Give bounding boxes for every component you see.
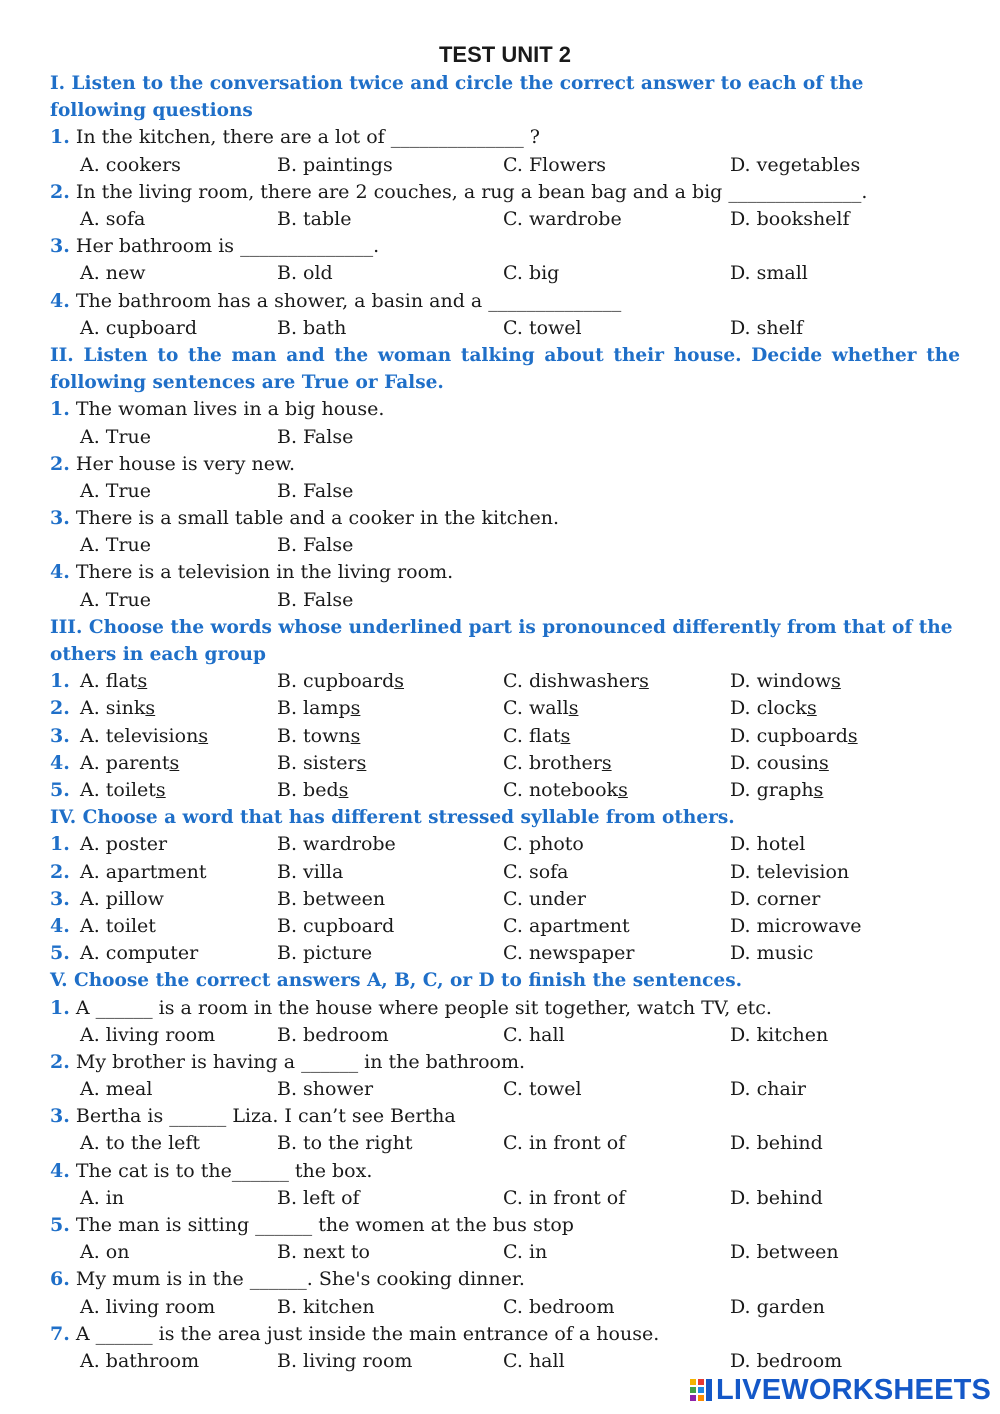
answer-option[interactable]: C. under	[503, 887, 586, 910]
section-2	[50, 396, 960, 614]
logo-text: LIVEWORKSHEETS	[716, 1373, 992, 1406]
answer-option[interactable]: B. False	[277, 425, 354, 448]
answer-options	[50, 1130, 960, 1157]
underlined-ending: s	[831, 670, 841, 693]
answer-option[interactable]: C. apartment	[503, 914, 630, 937]
stress-row	[50, 913, 960, 940]
answer-option[interactable]: A. on	[80, 1241, 130, 1264]
answer-option[interactable]: B. False	[277, 534, 354, 557]
answer-option[interactable]: B. living room	[277, 1349, 413, 1372]
answer-option[interactable]: B. table	[277, 207, 352, 230]
stress-row	[50, 859, 960, 886]
question	[50, 1049, 960, 1076]
answer-option[interactable]: C. newspaper	[503, 942, 635, 965]
underlined-ending: s	[356, 751, 367, 774]
question-number: 3.	[50, 1105, 70, 1128]
stress-row	[50, 940, 960, 967]
answer-option[interactable]: A. True	[80, 479, 152, 502]
section-3-heading: III. Choose the words whose underlined part is pronounced differently from that of the others in each group	[50, 616, 953, 666]
answer-option[interactable]	[730, 777, 823, 804]
answer-option[interactable]: D. kitchen	[730, 1023, 829, 1046]
underlined-ending: s	[338, 778, 349, 801]
answer-option[interactable]: B. False	[277, 479, 354, 502]
question	[50, 288, 960, 315]
answer-option[interactable]: C. bedroom	[503, 1295, 615, 1318]
question-text: The bathroom has a shower, a basin and a ______________	[69, 289, 622, 312]
answer-option[interactable]: B. next to	[277, 1241, 370, 1264]
stress-row	[50, 831, 960, 858]
underlined-ending: s	[601, 751, 612, 774]
question-text: My brother is having a ______ in the bathroom.	[69, 1050, 526, 1073]
question-text: Bertha is ______ Liza. I can’t see Bertha	[69, 1105, 456, 1128]
answer-option[interactable]: B. False	[277, 588, 354, 611]
answer-option[interactable]: D. bedroom	[730, 1349, 843, 1372]
answer-option[interactable]: A. True	[80, 588, 152, 611]
question-text: A ______ is the area just inside the main entrance of a house.	[69, 1322, 660, 1345]
answer-option[interactable]: D. shelf	[730, 316, 803, 339]
answer-options	[50, 1239, 960, 1266]
question-number: 3.	[50, 724, 70, 747]
answer-option[interactable]: C. Flowers	[503, 153, 606, 176]
question-text: The man is sitting ______ the women at the bus stop	[69, 1214, 574, 1236]
answer-option[interactable]: A. pillow	[80, 887, 164, 910]
answer-option[interactable]: A. True	[80, 425, 152, 448]
underlined-ending: s	[155, 778, 166, 801]
question-number: 1.	[50, 398, 70, 421]
answer-option[interactable]: A. toilet	[80, 914, 156, 937]
answer-option[interactable]: D. bookshelf	[730, 207, 850, 230]
section-1-heading: I. Listen to the conversation twice and circle the correct answer to each of the following questions	[50, 73, 864, 122]
underlined-ending: s	[137, 670, 148, 693]
answer-option[interactable]: C. photo	[503, 833, 584, 856]
answer-option[interactable]	[503, 777, 628, 804]
answer-option[interactable]: C. hall	[503, 1349, 565, 1372]
answer-option[interactable]: B. between	[277, 887, 386, 910]
answer-option[interactable]: D. corner	[730, 887, 821, 910]
answer-option[interactable]: C. sofa	[503, 860, 569, 883]
answer-option[interactable]: A. living room	[80, 1023, 216, 1046]
question-text: There is a television in the living room.	[69, 561, 454, 584]
answer-option[interactable]: C. wardrobe	[503, 207, 622, 230]
question-number: 3.	[50, 235, 70, 258]
underlined-ending: s	[560, 724, 571, 747]
answer-option[interactable]: B. left of	[277, 1186, 360, 1209]
question-number: 1.	[50, 996, 70, 1019]
answer-option[interactable]: B. kitchen	[277, 1295, 375, 1318]
underlined-ending: s	[198, 724, 209, 747]
answer-option[interactable]: A. computer	[80, 942, 199, 965]
answer-option[interactable]: B. villa	[277, 860, 344, 883]
answer-option[interactable]: D. vegetables	[730, 153, 861, 176]
question-number: 2.	[50, 180, 70, 203]
underlined-ending: s	[350, 724, 361, 747]
page-title: TEST UNIT 2	[438, 42, 571, 67]
word-stem: C. wall	[503, 697, 569, 720]
answer-option[interactable]: D. chair	[730, 1078, 806, 1101]
answer-option[interactable]: C. in	[503, 1241, 548, 1264]
answer-option[interactable]	[730, 695, 817, 722]
liveworksheets-logo	[690, 1372, 991, 1408]
question-number: 2.	[50, 452, 70, 475]
answer-option[interactable]: B. wardrobe	[277, 833, 396, 856]
answer-option[interactable]	[503, 668, 649, 695]
question	[50, 233, 960, 260]
underlined-ending: s	[639, 670, 649, 693]
section-5	[50, 995, 960, 1376]
answer-options	[50, 152, 960, 179]
answer-option[interactable]: B. picture	[277, 942, 373, 965]
underlined-ending: s	[847, 724, 858, 747]
answer-option[interactable]: A. True	[80, 534, 152, 557]
question-text: The woman lives in a big house.	[69, 398, 385, 421]
question	[50, 124, 960, 151]
section-1	[50, 124, 960, 342]
word-stem: D. cousin	[730, 751, 820, 774]
question-text: In the living room, there are 2 couches, a rug a bean bag and a big ______________.	[69, 180, 868, 203]
answer-option[interactable]: B. bath	[277, 316, 347, 339]
answer-option[interactable]	[503, 695, 578, 722]
question-number: 4.	[50, 289, 70, 312]
answer-option[interactable]: B. cupboard	[277, 914, 395, 937]
question	[50, 451, 960, 478]
word-stem: D. window	[730, 670, 832, 693]
question-text: A ______ is a room in the house where people sit together, watch TV, etc.	[69, 996, 772, 1019]
answer-option[interactable]	[80, 777, 166, 804]
worksheet-page	[50, 40, 960, 1375]
answer-option[interactable]: B. to the right	[277, 1132, 413, 1155]
answer-options	[50, 260, 960, 287]
question	[50, 396, 960, 423]
word-stem: A. flat	[80, 670, 138, 693]
question-number: 4.	[50, 914, 70, 937]
answer-options	[50, 478, 960, 505]
liveworksheets-logo-icon	[690, 1377, 712, 1403]
answer-option[interactable]: A. poster	[80, 833, 168, 856]
answer-option[interactable]: A. sofa	[80, 207, 146, 230]
question-number: 7.	[50, 1322, 70, 1345]
answer-option[interactable]: A. new	[80, 262, 146, 285]
answer-option[interactable]: C. towel	[503, 1078, 582, 1101]
question-number: 5.	[50, 942, 70, 965]
word-stem: C. notebook	[503, 778, 619, 801]
question-number: 2.	[50, 697, 70, 720]
answer-option[interactable]: D. between	[730, 1241, 839, 1264]
question-number: 5.	[50, 1214, 70, 1236]
question-text: Her house is very new.	[69, 452, 295, 475]
section-5-heading: V. Choose the correct answers A, B, C, or D to finish the sentences.	[50, 970, 743, 992]
answer-option[interactable]: D. hotel	[730, 833, 806, 856]
answer-options	[50, 206, 960, 233]
answer-options	[50, 424, 960, 451]
question	[50, 995, 960, 1022]
answer-option[interactable]: B. old	[277, 262, 333, 285]
question-number: 4.	[50, 561, 70, 584]
question	[50, 179, 960, 206]
pronunciation-row	[50, 695, 960, 722]
pronunciation-row	[50, 668, 960, 695]
word-stem: A. sink	[80, 697, 146, 720]
question-number: 1.	[50, 670, 70, 693]
section-4	[50, 831, 960, 967]
answer-option[interactable]: B. shower	[277, 1078, 374, 1101]
word-stem: D. clock	[730, 697, 807, 720]
answer-option[interactable]: D. television	[730, 860, 850, 883]
question	[50, 1266, 960, 1293]
question	[50, 505, 960, 532]
answer-option[interactable]	[277, 750, 366, 777]
answer-option[interactable]: D. music	[730, 942, 814, 965]
answer-option[interactable]: C. in front of	[503, 1186, 626, 1209]
answer-option[interactable]: C. in front of	[503, 1132, 626, 1155]
underlined-ending: s	[813, 778, 824, 801]
answer-option[interactable]: D. behind	[730, 1186, 823, 1209]
answer-options	[50, 532, 960, 559]
word-stem: B. bed	[277, 778, 339, 801]
section-2-heading: II. Listen to the man and the woman talking about their house. Decide whether the following sentences are True or False.	[50, 344, 960, 394]
answer-option[interactable]	[277, 723, 360, 750]
word-stem: D. graph	[730, 778, 814, 801]
answer-option[interactable]: C. towel	[503, 316, 582, 339]
answer-options	[50, 1185, 960, 1212]
answer-option[interactable]: D. behind	[730, 1132, 823, 1155]
answer-options	[50, 587, 960, 614]
answer-option[interactable]: A. cookers	[80, 153, 181, 176]
section-3	[50, 668, 960, 804]
underlined-ending: s	[350, 697, 361, 720]
question-number: 2.	[50, 1050, 70, 1073]
word-stem: C. dishwasher	[503, 670, 640, 693]
answer-option[interactable]: B. paintings	[277, 153, 393, 176]
word-stem: D. cupboard	[730, 724, 848, 747]
underlined-ending: s	[145, 697, 156, 720]
answer-option[interactable]: A. bathroom	[80, 1349, 200, 1372]
answer-options	[50, 315, 960, 342]
pronunciation-row	[50, 750, 960, 777]
section-4-heading: IV. Choose a word that has different stressed syllable from others.	[50, 807, 735, 829]
word-stem: C. flat	[503, 724, 561, 747]
word-stem: A. television	[80, 724, 199, 747]
answer-option[interactable]	[277, 695, 360, 722]
question-text: In the kitchen, there are a lot of ______________ ?	[69, 126, 540, 149]
word-stem: B. cupboard	[277, 670, 395, 693]
word-stem: C. brother	[503, 751, 602, 774]
answer-option[interactable]: D. microwave	[730, 914, 862, 937]
underlined-ending: s	[618, 778, 628, 801]
answer-option[interactable]: A. in	[80, 1186, 125, 1209]
question-number: 3.	[50, 887, 70, 910]
stress-row	[50, 886, 960, 913]
underlined-ending: s	[394, 670, 405, 693]
answer-options	[50, 1076, 960, 1103]
word-stem: B. lamp	[277, 697, 351, 720]
answer-options	[50, 1022, 960, 1049]
answer-option[interactable]	[730, 668, 841, 695]
word-stem: A. toilet	[80, 778, 156, 801]
question-number: 1.	[50, 126, 70, 149]
question	[50, 1212, 960, 1239]
answer-option[interactable]	[80, 750, 179, 777]
question	[50, 1103, 960, 1130]
question-number: 5.	[50, 778, 70, 801]
word-stem: B. town	[277, 724, 351, 747]
answer-options	[50, 1294, 960, 1321]
question-number: 6.	[50, 1268, 70, 1291]
underlined-ending: s	[806, 697, 817, 720]
question-number: 2.	[50, 860, 70, 883]
question	[50, 1321, 960, 1348]
question	[50, 1158, 960, 1185]
word-stem: A. parent	[80, 751, 170, 774]
question-number: 1.	[50, 833, 70, 856]
pronunciation-row	[50, 777, 960, 804]
answer-option[interactable]	[503, 750, 612, 777]
pronunciation-row	[50, 723, 960, 750]
underlined-ending: s	[819, 751, 829, 774]
answer-option[interactable]	[730, 750, 829, 777]
answer-option[interactable]	[80, 723, 208, 750]
answer-option[interactable]	[80, 695, 155, 722]
answer-option[interactable]: A. meal	[80, 1078, 153, 1101]
question-text: Her bathroom is ______________.	[69, 235, 380, 258]
answer-option[interactable]: D. small	[730, 262, 808, 285]
answer-option[interactable]: A. living room	[80, 1295, 216, 1318]
question-text: The cat is to the______ the box.	[69, 1159, 373, 1182]
question-text: There is a small table and a cooker in the kitchen.	[69, 507, 560, 530]
answer-option[interactable]: D. garden	[730, 1295, 825, 1318]
answer-option[interactable]	[80, 668, 147, 695]
answer-option[interactable]	[277, 777, 348, 804]
answer-option[interactable]	[503, 723, 570, 750]
word-stem: B. sister	[277, 751, 357, 774]
answer-option[interactable]: A. cupboard	[80, 316, 198, 339]
answer-option[interactable]: C. big	[503, 262, 560, 285]
answer-option[interactable]	[277, 668, 404, 695]
question-number: 4.	[50, 751, 70, 774]
answer-option[interactable]: A. to the left	[80, 1132, 201, 1155]
answer-option[interactable]: C. hall	[503, 1023, 565, 1046]
question-text: My mum is in the ______. She's cooking dinner.	[69, 1268, 525, 1291]
answer-option[interactable]: B. bedroom	[277, 1023, 389, 1046]
answer-option[interactable]	[730, 723, 858, 750]
underlined-ending: s	[169, 751, 180, 774]
answer-option[interactable]: A. apartment	[80, 860, 207, 883]
question-number: 4.	[50, 1159, 70, 1182]
question	[50, 559, 960, 586]
underlined-ending: s	[568, 697, 579, 720]
question-number: 3.	[50, 507, 70, 530]
